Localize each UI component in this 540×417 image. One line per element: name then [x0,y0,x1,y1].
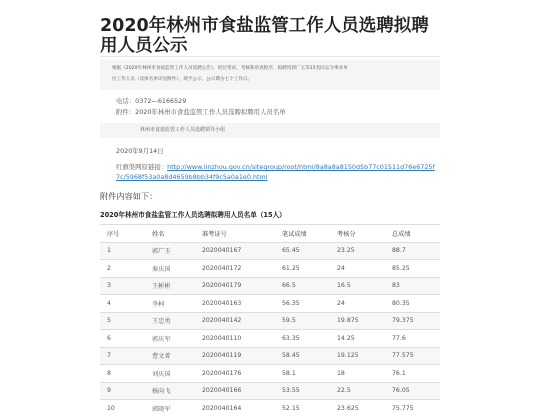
column-header: 总成绩 [385,225,440,243]
table-cell: 郭庆军 [145,330,195,348]
table-cell: 2020040119 [195,347,275,365]
table-cell: 王忠勇 [145,312,195,330]
table-cell: 83 [385,277,440,295]
column-header: 准考证号 [195,225,275,243]
table-cell: 4 [100,295,145,313]
attachments-heading: 附件内容如下： [100,191,157,202]
table-cell: 18 [330,365,385,383]
source-link-block [116,162,442,182]
table-cell: 6 [100,330,145,348]
phone-text: 电话：0372—6166529 [116,96,286,107]
table-row [100,365,440,383]
table-cell: 24 [330,295,385,313]
table-cell: 14.25 [330,330,385,348]
table-cell: 秦庆国 [145,260,195,278]
source-link-continued[interactable]: 7c/5968f53a0a8d4659b8bb34f9c5a0a1e0.html [116,173,267,181]
table-cell: 2020040163 [195,295,275,313]
table-row [100,382,440,400]
table-cell: 8 [100,365,145,383]
table-row [100,347,440,365]
table-row [100,330,440,348]
column-header: 笔试成绩 [275,225,330,243]
table-row [100,242,440,260]
table-row [100,295,440,313]
table-cell: 16.5 [330,277,385,295]
table-cell: 2020040179 [195,277,275,295]
table-cell: 2020040167 [195,242,275,260]
table-cell: 85.25 [385,260,440,278]
table-cell: 59.5 [275,312,330,330]
table-header-row [100,225,440,243]
table-cell: 杨向飞 [145,382,195,400]
list-title: 2020年林州市食盐监管工作人员选聘拟聘用人员名单（15人） [100,209,286,219]
table-cell: 22.5 [330,382,385,400]
notice-box [100,60,440,90]
table-cell: 53.55 [275,382,330,400]
table-cell: 23.25 [330,242,385,260]
table-row [100,260,440,278]
table-cell: 2020040110 [195,330,275,348]
table-cell: 9 [100,382,145,400]
publish-date: 2020年9月14日 [116,146,164,155]
table-cell: 郭广玉 [145,242,195,260]
table-cell: 77.575 [385,347,440,365]
table-cell: 24 [330,260,385,278]
table-cell: 76.1 [385,365,440,383]
table-cell: 2 [100,260,145,278]
notice-line: 根据《2020年林州市食盐监管工作人员选聘公告》，经过笔试、考核和审查程序，拟聘用郭广玉等15名同志为事业单 [112,63,432,74]
table-cell: 2020040164 [195,400,275,417]
table-cell: 77.6 [385,330,440,348]
table-cell: 10 [100,400,145,417]
table-cell: 75.775 [385,400,440,417]
table-cell: 王彬彬 [145,277,195,295]
column-header: 姓名 [145,225,195,243]
divider [100,56,440,57]
table-cell: 66.5 [275,277,330,295]
table-cell: 郭晓军 [145,400,195,417]
table-cell: 58.45 [275,347,330,365]
table-cell: 65.45 [275,242,330,260]
table-cell: 56.35 [275,295,330,313]
table-cell: 76.05 [385,382,440,400]
table-cell: 19.875 [330,312,385,330]
table-cell: 2020040166 [195,382,275,400]
table-cell: 23.625 [330,400,385,417]
column-header: 序号 [100,225,145,243]
table-row [100,277,440,295]
attachment-reference: 附件：2020年林州市食盐监管工作人员选聘拟聘用人员名单 [116,107,286,118]
source-link[interactable]: http://www.linzhou.gov.cn/sitegroup/root/html/8a8a8a8150d5b77c01511d76e6725f [167,163,435,171]
results-table [100,224,440,417]
table-cell: 2020040172 [195,260,275,278]
table-cell: 52.15 [275,400,330,417]
organization-bar: 林州市食盐监管工作人员选聘领导小组 [100,123,440,138]
table-cell: 7 [100,347,145,365]
table-cell: 61.25 [275,260,330,278]
source-label: 红旗渠网原链接： [116,163,167,171]
table-cell: 1 [100,242,145,260]
table-cell: 63.35 [275,330,330,348]
page-title: 2020年林州市食盐监管工作人员选聘拟聘用人员公示 [100,16,440,56]
column-header: 考核分 [330,225,385,243]
table-cell: 80.35 [385,295,440,313]
table-cell: 5 [100,312,145,330]
table-cell: 2020040176 [195,365,275,383]
table-cell: 3 [100,277,145,295]
contact-block [116,96,286,118]
table-row [100,400,440,417]
table-cell: 2020040142 [195,312,275,330]
table-cell: 刘庆国 [145,365,195,383]
table-cell: 88.7 [385,242,440,260]
table-cell: 李柯 [145,295,195,313]
table-cell: 19.125 [330,347,385,365]
table-cell: 58.1 [275,365,330,383]
table-cell: 曹文菁 [145,347,195,365]
table-row [100,312,440,330]
table-cell: 79.375 [385,312,440,330]
notice-line: 位工作人员（具体名单详见附件），现予公示，公示期为七个工作日。 [112,74,432,85]
